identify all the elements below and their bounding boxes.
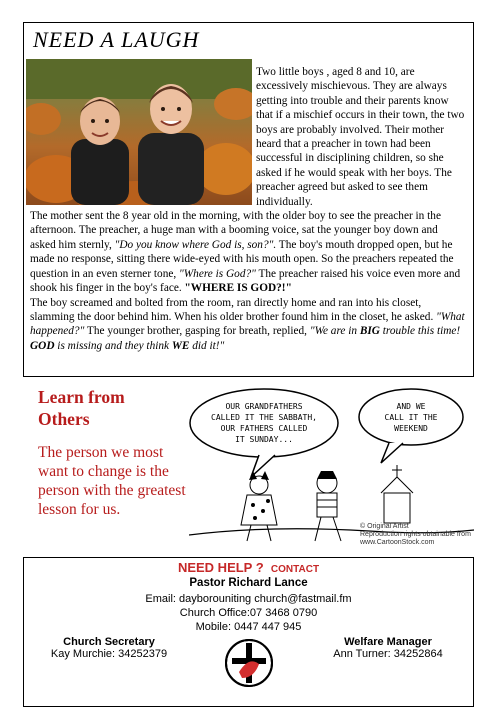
text-run: trouble this time! <box>379 325 461 338</box>
text-run: The younger brother, gasping for breath, replied, <box>84 325 310 338</box>
bubble-left-line-1: OUR GRANDFATHERS <box>225 402 303 411</box>
text-run: The boy screamed and bolted from the room, ran directly home and ran into his closet, slamming the door behind him. When his older brother found him in the closet, he asked. <box>30 296 437 323</box>
secretary-contact: Kay Murchie: 34252379 <box>50 648 168 660</box>
section-title: NEED A LAUGH <box>33 27 200 52</box>
welfare-title: Welfare Manager <box>344 636 432 648</box>
email-line[interactable]: Email: dayborouniting church@fastmail.fm <box>145 593 352 605</box>
text-run: is missing and they think <box>54 339 172 352</box>
bubble-left-line-4: IT SUNDAY... <box>235 435 293 444</box>
secretary-block <box>34 636 184 660</box>
quote-run: "Where is God?" <box>179 267 256 280</box>
story-text <box>30 65 466 353</box>
emphasis: BIG <box>359 325 380 338</box>
story-paragraph-2 <box>30 209 466 295</box>
secretary-title: Church Secretary <box>63 636 155 648</box>
mobile-phone: Mobile: 0447 447 945 <box>195 621 302 633</box>
need-help-heading <box>24 560 473 575</box>
credit-line-3: www.CartoonStock.com <box>360 539 435 546</box>
text-run: The mother sent the 8 year old in the morning, with the older boy to see the preacher in the afternoon. The preacher, a huge man with a booming voice, sat the younger boy down and asked him sternly, <box>30 210 441 251</box>
bubble-right-line-3: WEEKEND <box>394 424 428 433</box>
text-run: The boy's mouth dropped open, but he made no response, sitting there wide-eyed with his mouth open. So the preachers repeated the question in an even sterner tone, <box>30 238 454 280</box>
text-run: "We are in <box>309 325 360 338</box>
learn-title-line-2: Others <box>38 409 90 429</box>
quote-run-bold: "WHERE IS GOD?!" <box>184 282 292 295</box>
learn-title <box>38 386 125 430</box>
quote-run: "Do you know where God is, son?". <box>114 238 277 251</box>
learn-title-line-1: Learn from <box>38 387 125 407</box>
bubble-right-line-1: AND WE <box>396 402 426 411</box>
welfare-block <box>313 636 463 660</box>
story-paragraph-3 <box>30 296 466 354</box>
credit-line-2: Reproduction rights obtainable from <box>360 531 471 538</box>
story-paragraph-1: Two little boys , aged 8 and 10, are excessively mischievous. They are always getting into trouble and their parents know that if a mischief occurs in their town, the two boys are probably involved. Their mother heard that a preacher in town had been successful in disciplining children, so she asked if he would speak with her boys. The preacher agreed but asked to see them individually. <box>256 66 465 208</box>
office-phone: Church Office:07 3468 0790 <box>179 607 318 619</box>
need-a-laugh-box <box>23 22 474 377</box>
pastor-name: Pastor Richard Lance <box>189 577 308 589</box>
learn-body: The person we most want to change is the person with the greatest lesson for us. <box>38 444 186 518</box>
uniting-church-logo <box>224 638 274 688</box>
credit-line-1: © Original Artist <box>360 523 409 530</box>
contact-text: CONTACT <box>270 564 320 575</box>
welfare-contact: Ann Turner: 34252864 <box>333 648 443 660</box>
need-help-text: NEED HELP ? <box>177 560 264 575</box>
text-run: did it!" <box>189 339 225 352</box>
bubble-right-line-2: CALL IT THE <box>384 413 438 422</box>
bubble-left-line-3: OUR FATHERS CALLED <box>220 424 308 433</box>
emphasis: WE <box>171 339 190 352</box>
quote-run: "What happened?" <box>30 310 465 338</box>
bubble-left-line-2: CALLED IT THE SABBATH, <box>211 413 317 422</box>
emphasis: GOD <box>30 339 55 352</box>
text-run: The preacher raised his voice even more and shook his finger in the boy's face. <box>30 267 461 295</box>
contact-box <box>23 557 474 707</box>
cartoon-credit <box>360 523 475 547</box>
